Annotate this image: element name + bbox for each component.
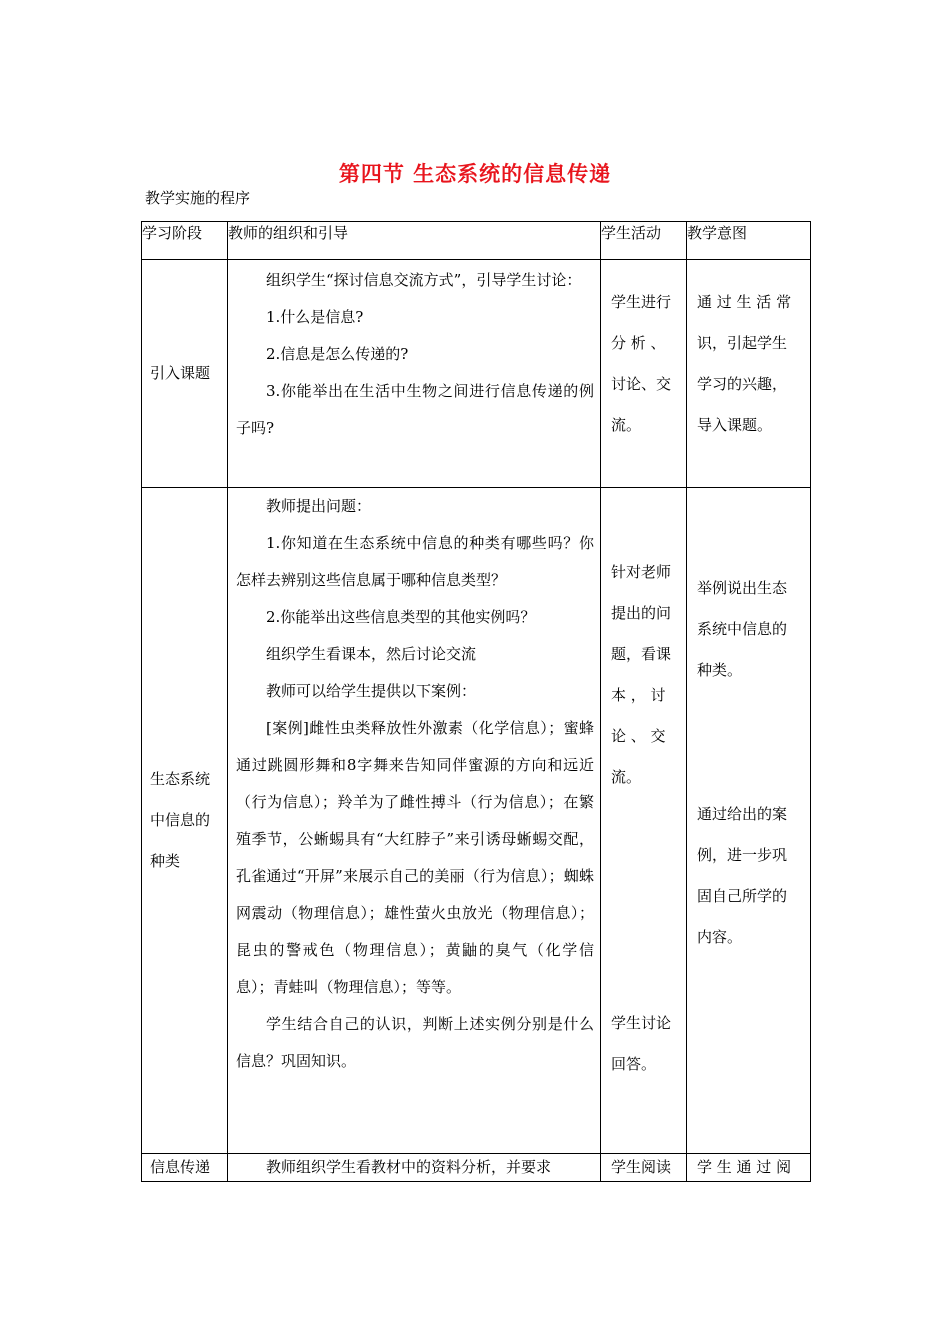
intent-line: 固自己所学的 — [697, 887, 788, 905]
intent-line: 导入课题。 — [697, 416, 773, 434]
table-row — [142, 260, 811, 488]
case-paragraph: [案例]雌性虫类释放性外激素（化学信息）；蜜蜂通过跳圆形舞和8字舞来告知同伴蜜源的方向和远近（行为信息）；羚羊为了雌性搏斗（行为信息）；在繁殖季节，公蜥蜴具有“大红脖子”来引诱母蜥蜴交配，孔雀通过“开屏”来展示自己的美丽（行为信息）；蜘蛛网震动（物理信息）；雄性萤火虫放光（物理信息）；昆虫的警戒色（物理信息）；黄鼬的臭气（化学信息）；青蛙叫（物理信息）；等等。 — [236, 719, 594, 996]
stage-label: 信息传递 — [150, 1158, 211, 1176]
teacher-paragraph: 1.你知道在生态系统中信息的种类有哪些吗？你怎样去辨别这些信息属于哪种信息类型？ — [236, 534, 594, 589]
header-teacher: 教师的组织和引导 — [228, 222, 601, 260]
teacher-paragraph: 教师组织学生看教材中的资料分析，并要求 — [266, 1158, 552, 1176]
intent-line: 种类。 — [697, 661, 743, 679]
teacher-paragraph: 教师可以给学生提供以下案例： — [266, 682, 477, 700]
teacher-cell — [228, 1154, 601, 1182]
table-header-row — [142, 222, 811, 260]
section-subtitle: 教学实施的程序 — [145, 189, 251, 207]
teacher-paragraph: 2.你能举出这些信息类型的其他实例吗？ — [266, 608, 536, 626]
teacher-cell — [228, 260, 601, 488]
stage-cell — [142, 260, 228, 488]
stage-label: 中信息的 — [150, 811, 211, 829]
intent-line: 例，进一步巩 — [697, 846, 788, 864]
stage-label: 引入课题 — [150, 364, 211, 382]
activity-line: 学生讨论 — [611, 1014, 672, 1032]
intent-line: 通 过 生 活 常 — [697, 293, 792, 311]
teacher-paragraph: 1.什么是信息? — [266, 308, 364, 326]
stage-label: 种类 — [150, 852, 181, 870]
intent-line: 通过给出的案 — [697, 805, 788, 823]
header-intent: 教学意图 — [687, 222, 811, 260]
intent-line: 内容。 — [697, 928, 743, 946]
teacher-paragraph: 2.信息是怎么传递的? — [266, 345, 409, 363]
activity-line: 提出的问 — [611, 604, 672, 622]
table-row — [142, 488, 811, 1154]
activity-cell — [601, 488, 687, 1154]
activity-line: 讨论、交 — [611, 375, 672, 393]
intent-cell — [687, 260, 811, 488]
activity-line: 针对老师 — [611, 563, 672, 581]
activity-cell — [601, 260, 687, 488]
teaching-plan-table — [141, 221, 811, 1182]
intent-line: 系统中信息的 — [697, 620, 788, 638]
activity-line: 学生进行 — [611, 293, 672, 311]
stage-label: 生态系统 — [150, 770, 211, 788]
table-row — [142, 1154, 811, 1182]
activity-line: 题，看课 — [611, 645, 672, 663]
teacher-cell — [228, 488, 601, 1154]
teacher-paragraph: 3.你能举出在生活中生物之间进行信息传递的例子吗? — [236, 382, 594, 437]
activity-line: 流。 — [611, 768, 642, 786]
header-activity: 学生活动 — [601, 222, 687, 260]
teacher-paragraph: 组织学生“探讨信息交流方式”，引导学生讨论： — [266, 271, 582, 289]
intent-line: 学 生 通 过 阅 — [697, 1158, 792, 1176]
activity-line: 流。 — [611, 416, 642, 434]
page-title: 第四节 生态系统的信息传递 — [338, 162, 612, 186]
activity-line: 学生阅读 — [611, 1158, 672, 1176]
stage-cell — [142, 488, 228, 1154]
intent-cell — [687, 488, 811, 1154]
stage-cell — [142, 1154, 228, 1182]
activity-line: 论 、 交 — [611, 727, 666, 745]
intent-line: 识，引起学生 — [697, 334, 788, 352]
activity-line: 本 ， 讨 — [611, 686, 666, 704]
activity-line: 回答。 — [611, 1055, 657, 1073]
activity-cell — [601, 1154, 687, 1182]
header-stage: 学习阶段 — [142, 222, 228, 260]
teacher-paragraph: 教师提出问题： — [266, 497, 372, 515]
intent-line: 学习的兴趣， — [697, 375, 788, 393]
intent-line: 举例说出生态 — [697, 579, 788, 597]
teacher-paragraph: 学生结合自己的认识，判断上述实例分别是什么信息？巩固知识。 — [236, 1015, 594, 1070]
activity-line: 分 析 、 — [611, 334, 666, 352]
intent-cell — [687, 1154, 811, 1182]
teacher-paragraph: 组织学生看课本，然后讨论交流 — [266, 645, 477, 663]
